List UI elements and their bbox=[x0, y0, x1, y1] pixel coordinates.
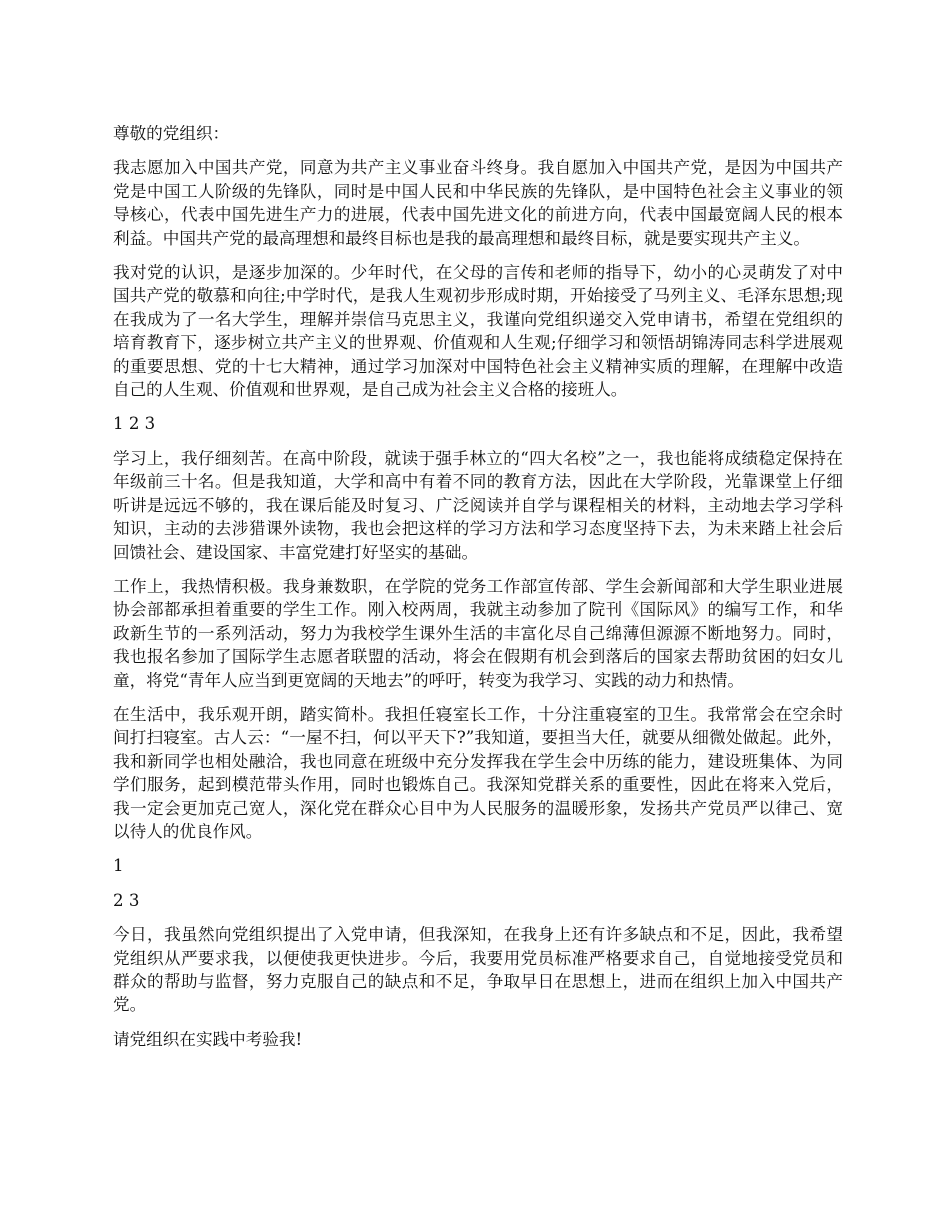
paragraph-work: 工作上，我热情积极。我身兼数职，在学院的党务工作部宣传部、学生会新闻部和大学生职业进展协会部都承担着重要的学生工作。刚入校两周，我就主动参加了院刊《国际风》的编写工作，和华政新生节的一系列活动，努力为我校学生课外生活的丰富化尽自己绵薄但源源不断地努力。同时，我也报名参加了国际学生志愿者联盟的活动，将会在假期有机会到落后的国家去帮助贫困的妇女儿童，将党“青年人应当到更宽阔的天地去”的呼吁，转变为我学习、实践的动力和热情。 bbox=[113, 576, 843, 690]
paragraph-commitment: 今日，我虽然向党组织提出了入党申请，但我深知，在我身上还有许多缺点和不足，因此，我希望党组织从严要求我，以便使我更快进步。今后，我要用党员标准严格要求自己，自觉地接受党员和群众的帮助与监督，努力克服自己的缺点和不足，争取早日在思想上，进而在组织上加入中国共产党。 bbox=[113, 925, 843, 1015]
salutation: 尊敬的党组织： bbox=[113, 124, 230, 143]
page-marker: 1 2 3 bbox=[113, 414, 156, 434]
closing-line: 请党组织在实践中考验我! bbox=[113, 1029, 303, 1049]
page-marker: 1 bbox=[113, 856, 124, 876]
paragraph-intro: 我志愿加入中国共产党，同意为共产主义事业奋斗终身。我自愿加入中国共产党，是因为中国共产党是中国工人阶级的先锋队，同时是中国人民和中华民族的先锋队，是中国特色社会主义事业的领导核心，代表中国先进生产力的进展，代表中国先进文化的前进方向，代表中国最宽阔人民的根本利益。中国共产党的最高理想和最终目标也是我的最高理想和最终目标，就是要实现共产主义。 bbox=[113, 158, 843, 248]
paragraph-life: 在生活中，我乐观开朗，踏实简朴。我担任寝室长工作，十分注重寝室的卫生。我常常会在空余时间打扫寝室。古人云：“一屋不扫，何以平天下?”我知道，要担当大任，就要从细微处做起。此外，我和新同学也相处融洽，我也同意在班级中充分发挥我在学生会中历练的能力，建设班集体、为同学们服务，起到模范带头作用，同时也锻炼自己。我深知党群关系的重要性，因此在将来入党后，我一定会更加克己宽人，深化党在群众心目中为人民服务的温暖形象，发扬共产党员严以律己、宽以待人的优良作风。 bbox=[113, 704, 843, 841]
paragraph-understanding: 我对党的认识，是逐步加深的。少年时代，在父母的言传和老师的指导下，幼小的心灵萌发了对中国共产党的敬慕和向往;中学时代，是我人生观初步形成时期，开始接受了马列主义、毛泽东思想;现在我成为了一名大学生，理解并崇信马克思主义，我谨向党组织递交入党申请书，希望在党组织的培育教育下，逐步树立共产主义的世界观、价值观和人生观;仔细学习和领悟胡锦涛同志科学进展观的重要思想、党的十七大精神，通过学习加深对中国特色社会主义精神实质的理解，在理解中改造自己的人生观、价值观和世界观，是自己成为社会主义合格的接班人。 bbox=[113, 263, 843, 400]
document-body bbox=[113, 122, 843, 1062]
paragraph-study: 学习上，我仔细刻苦。在高中阶段，就读于强手林立的“四大名校”之一，我也能将成绩稳定保持在年级前三十名。但是我知道，大学和高中有着不同的教育方法，因此在大学阶段，光靠课堂上仔细听讲是远远不够的，我在课后能及时复习、广泛阅读并自学与课程相关的材料，主动地去学习学科知识，主动的去涉猎课外读物，我也会把这样的学习方法和学习态度坚持下去，为未来踏上社会后回馈社会、建设国家、丰富党建打好坚实的基础。 bbox=[113, 448, 843, 562]
page-marker: 2 3 bbox=[113, 890, 140, 910]
